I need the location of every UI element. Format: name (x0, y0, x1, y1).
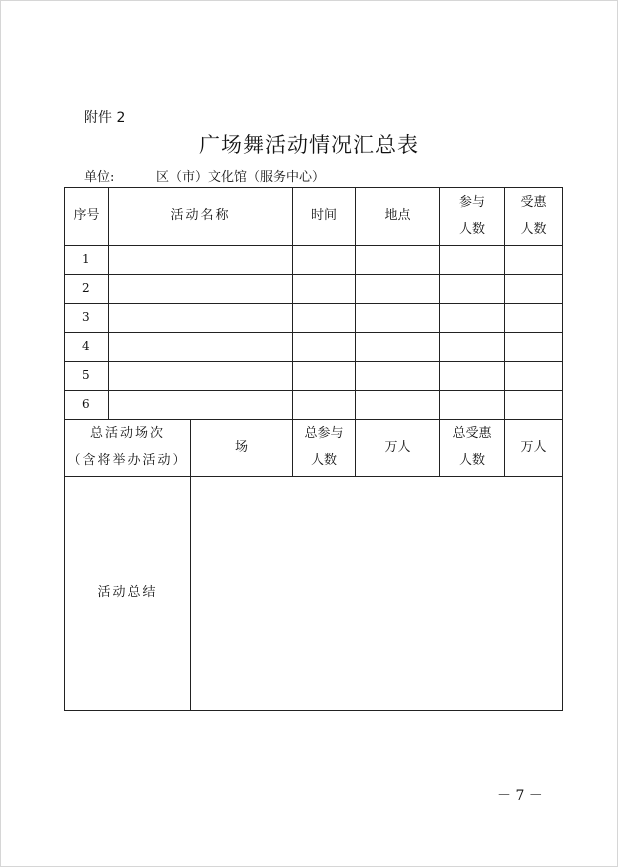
activity-name-cell[interactable] (109, 391, 293, 420)
participants-cell[interactable] (440, 362, 505, 391)
table-row (65, 275, 563, 304)
table-row (65, 246, 563, 275)
activity-name-cell[interactable] (109, 333, 293, 362)
activity-summary-label: 活动总结 (65, 477, 191, 711)
total-beneficiaries-line2: 人数 (459, 453, 486, 468)
time-cell[interactable] (293, 275, 356, 304)
participants-cell[interactable] (440, 246, 505, 275)
header-time: 时间 (293, 188, 356, 246)
row-number: 2 (65, 275, 109, 304)
total-participants-line1: 总参与 (304, 426, 344, 442)
row-number: 6 (65, 391, 109, 420)
total-participants-label (293, 420, 356, 477)
activity-name-cell[interactable] (109, 275, 293, 304)
header-participants-line1: 参与 (459, 194, 486, 210)
attachment-label: 附件 2 (84, 110, 126, 126)
time-cell[interactable] (293, 391, 356, 420)
header-participants-line2: 人数 (459, 221, 486, 237)
place-cell[interactable] (356, 275, 440, 304)
row-number: 5 (65, 362, 109, 391)
time-cell[interactable] (293, 304, 356, 333)
beneficiaries-cell[interactable] (505, 304, 563, 333)
beneficiaries-cell[interactable] (505, 362, 563, 391)
row-number: 4 (65, 333, 109, 362)
header-activity-name: 活动名称 (109, 188, 293, 246)
header-beneficiaries-line2: 人数 (520, 221, 547, 237)
row-number: 1 (65, 246, 109, 275)
place-cell[interactable] (356, 246, 440, 275)
place-cell[interactable] (356, 304, 440, 333)
header-seq: 序号 (65, 188, 109, 246)
place-cell[interactable] (356, 333, 440, 362)
unit-value: 区（市）文化馆（服务中心） (156, 170, 326, 185)
beneficiaries-cell[interactable] (505, 333, 563, 362)
header-row (65, 188, 563, 246)
summary-row (65, 477, 563, 711)
participants-cell[interactable] (440, 391, 505, 420)
place-cell[interactable] (356, 391, 440, 420)
header-beneficiaries-line1: 受惠 (520, 194, 547, 210)
total-participants-unit[interactable]: 万人 (356, 420, 440, 477)
total-sessions-unit[interactable]: 场 (191, 420, 293, 477)
total-beneficiaries-label (440, 420, 505, 477)
table-row (65, 391, 563, 420)
activity-name-cell[interactable] (109, 304, 293, 333)
summary-table (64, 187, 563, 711)
row-number: 3 (65, 304, 109, 333)
beneficiaries-cell[interactable] (505, 275, 563, 304)
page-number: － 7 － (497, 788, 543, 804)
total-sessions-label (65, 420, 191, 477)
place-cell[interactable] (356, 362, 440, 391)
header-participants (440, 188, 505, 246)
total-beneficiaries-line1: 总受惠 (452, 426, 492, 442)
time-cell[interactable] (293, 246, 356, 275)
participants-cell[interactable] (440, 275, 505, 304)
time-cell[interactable] (293, 333, 356, 362)
table-row (65, 333, 563, 362)
form-title: 广场舞活动情况汇总表 (199, 133, 419, 157)
total-sessions-line2: （含将举办活动） (67, 453, 188, 468)
participants-cell[interactable] (440, 304, 505, 333)
activity-name-cell[interactable] (109, 362, 293, 391)
table-row (65, 362, 563, 391)
unit-line (84, 166, 325, 185)
beneficiaries-cell[interactable] (505, 391, 563, 420)
time-cell[interactable] (293, 362, 356, 391)
header-beneficiaries (505, 188, 563, 246)
unit-label: 单位: (84, 170, 115, 185)
participants-cell[interactable] (440, 333, 505, 362)
total-beneficiaries-unit[interactable]: 万人 (505, 420, 563, 477)
totals-row (65, 420, 563, 477)
beneficiaries-cell[interactable] (505, 246, 563, 275)
activity-name-cell[interactable] (109, 246, 293, 275)
total-participants-line2: 人数 (311, 453, 338, 468)
table-row (65, 304, 563, 333)
total-sessions-line1: 总活动场次 (89, 426, 165, 442)
activity-summary-field[interactable] (191, 477, 563, 711)
header-place: 地点 (356, 188, 440, 246)
